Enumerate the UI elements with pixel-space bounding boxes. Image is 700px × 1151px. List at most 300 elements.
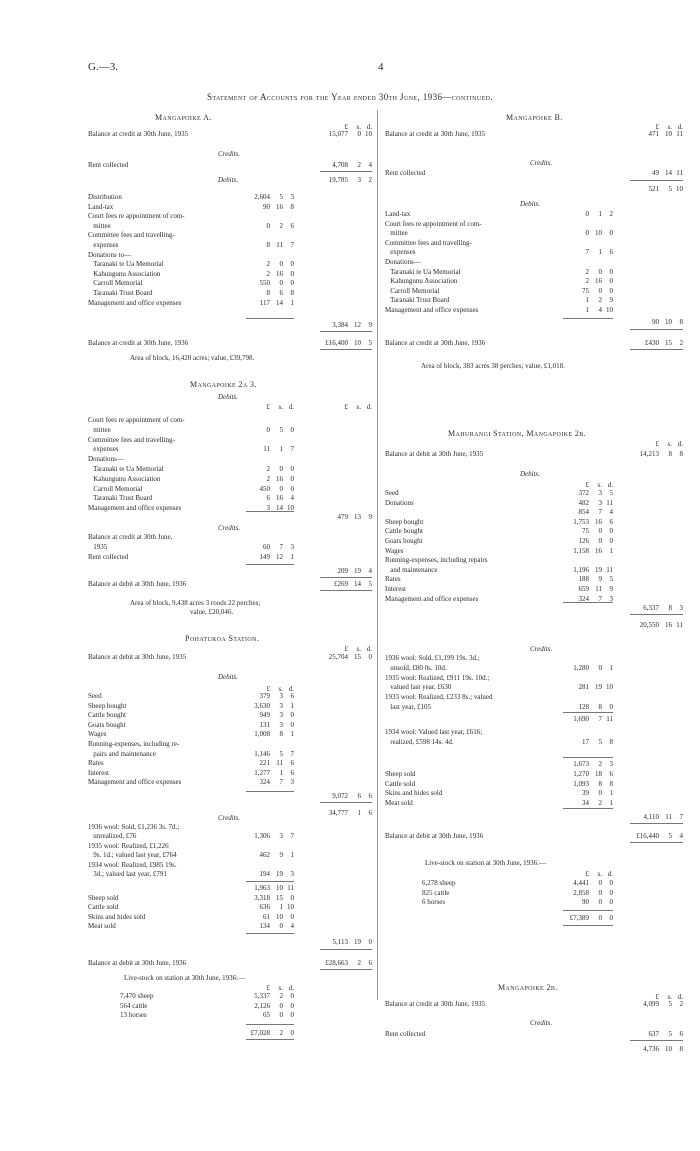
m_b-items-pounds: 2 — [585, 267, 589, 276]
pohatu-items-pounds: 1,008 — [254, 730, 270, 739]
pohatu-citems-pounds: 462 — [259, 851, 270, 860]
m_a-items-label: Carroll Memorial — [88, 279, 143, 288]
mah-livestock-total-pounds: £7,389 — [569, 914, 589, 922]
mah-balance-shillings: 8 — [668, 450, 672, 458]
m2a3-total-shillings: 13 — [354, 513, 361, 521]
mahu-items-pence: 6 — [609, 517, 613, 526]
m_a-items-shillings: 0 — [279, 260, 283, 269]
mahu-litems-shillings: 0 — [598, 879, 602, 887]
mahu-items-shillings: 3 — [598, 498, 602, 507]
m_2a3-items-shillings: 1 — [279, 445, 283, 454]
m_2a3-items-shillings: 16 — [276, 494, 283, 503]
ma-pounds-header: £ — [344, 123, 348, 131]
mahu-citems-shillings: 8 — [598, 703, 602, 711]
m_b-items-label: Taranaki Trust Board — [385, 296, 450, 305]
mah-d-pounds-header: £ — [585, 481, 589, 489]
pohatu-items-pounds: 221 — [259, 759, 270, 768]
mahu-items-pence: 5 — [609, 489, 613, 497]
m2b-balance-shillings: 5 — [668, 1000, 672, 1008]
mahu-litems-shillings: 0 — [598, 898, 602, 907]
m2a3-rule-1 — [246, 511, 294, 512]
m_a-items-label: mittee — [88, 221, 111, 230]
mahu-items-pounds: 1,158 — [573, 546, 589, 555]
mah-balance-label: Balance at debit at 30th June, 1935 — [385, 450, 484, 458]
ma-balance-1936-pence: 5 — [368, 339, 372, 347]
mahu-citems-pence: 10 — [606, 683, 613, 692]
m_a-items-pounds: 2,604 — [254, 193, 270, 201]
pohatu-citems2-shillings: 10 — [276, 912, 283, 921]
mahu-litems-label: 825 cattle — [422, 888, 450, 897]
mah-d-shillings-header: s. — [597, 481, 602, 489]
mahu-citems-pence: 1 — [609, 663, 613, 672]
mahu-citems2-label: Meat sold — [385, 798, 413, 807]
poh-credit-subtotal-shillings: 10 — [276, 884, 283, 892]
m_a-items-pence: 1 — [290, 298, 294, 307]
mahu-citems-shillings: 0 — [598, 663, 602, 672]
mahu-items-pounds: 126 — [578, 537, 589, 545]
mahu-items-pounds: 854 — [578, 508, 589, 517]
poh-balance-1936-shillings: 2 — [357, 959, 361, 967]
mahu-items-pence: 11 — [606, 498, 613, 507]
pohatu-citems2-label: Sheep sold — [88, 894, 119, 902]
pohatu-litems-label: 564 cattle — [120, 1001, 148, 1010]
mah-balance-1936-shillings: 5 — [668, 832, 672, 840]
mahu-citems1b-pounds: 17 — [582, 737, 589, 746]
section-title: Mangapoike A. — [155, 113, 212, 122]
m_b-items-pence: 10 — [606, 306, 613, 314]
mahu-items-shillings: 3 — [598, 489, 602, 497]
mahu-items-pence: 0 — [609, 537, 613, 545]
m_2a3-citems-pence: 3 — [290, 542, 294, 551]
mahu-citems2-shillings: 18 — [595, 770, 602, 778]
m2b-balance-pence: 2 — [679, 1000, 683, 1008]
pohatu-items-pounds: 324 — [259, 778, 270, 787]
column-divider — [377, 110, 378, 1000]
m_a-items-shillings: 6 — [279, 289, 283, 297]
m2a3-shillings-header: s. — [278, 403, 283, 411]
mahu-litems-pounds: 90 — [582, 898, 589, 907]
m_b-items-label: Court fees re appointment of com- — [385, 219, 482, 228]
pohatu-litems-label: 13 horses — [120, 1011, 147, 1020]
poh-rule-2 — [320, 802, 372, 803]
m_a-items-pounds: 2 — [266, 269, 270, 278]
mah-balance-1936-pounds: £16,440 — [636, 832, 659, 840]
ma-rent-pence: 4 — [368, 161, 372, 169]
poh-livestock-heading: Live-stock on station at 30th June, 1936:— — [124, 974, 246, 982]
section-title: Pohaturoa Station. — [185, 634, 260, 643]
m_a-items-label: Court fees re appointment of com- — [88, 212, 185, 221]
mb-debits-heading: Debits. — [520, 200, 541, 208]
pohatu-citems-label: 3d.; valued last year, £791 — [88, 870, 167, 878]
mahu-items-label: Seed — [385, 489, 399, 497]
mahu-items-pence: 9 — [609, 585, 613, 593]
ma-rule-1 — [320, 171, 372, 172]
m_2a3-citems-pence: 1 — [290, 552, 294, 561]
mah-balance-pounds: 14,213 — [639, 450, 659, 458]
m_a-items-pence: 3 — [290, 193, 294, 201]
mb-area: Area of block, 383 acres 38 perches; value, £1,018. — [421, 362, 565, 370]
m_a-items-pence: 7 — [290, 241, 294, 249]
m_2a3-items-pounds: 0 — [266, 425, 270, 434]
m_a-items-label: Taranaki Trust Board — [88, 289, 153, 297]
m_2a3-citems-shillings: 12 — [276, 552, 283, 561]
m_2a3-citems-label: 1935 — [88, 542, 108, 551]
mahu-citems2-shillings: 0 — [598, 789, 602, 798]
mahu-items-pounds: 1,753 — [573, 517, 589, 526]
mahu-litems-pence: 0 — [609, 888, 613, 897]
m2a3-rule-3 — [320, 577, 372, 578]
mah-rule-5 — [563, 808, 613, 809]
m_b-items-pence: 9 — [609, 296, 613, 305]
ma-balance-shillings: 0 — [357, 130, 361, 138]
pohatu-litems-pounds: 65 — [263, 1011, 270, 1020]
mah-credit-subtotal-2-pounds: 1,673 — [573, 760, 589, 768]
mahu-litems-pence: 0 — [609, 879, 613, 887]
mahu-items-shillings: 11 — [595, 585, 602, 593]
pohatu-citems2-pounds: 636 — [259, 903, 270, 912]
m2b-credits-heading: Credits. — [530, 1019, 553, 1027]
m_b-items-label: expenses — [385, 248, 416, 257]
m_a-items-pence: 8 — [290, 202, 294, 211]
m_2a3-citems-label: Rent collected — [88, 552, 129, 561]
pohatu-litems-pounds: 5,337 — [254, 992, 270, 1000]
pohatu-citems-pence: 1 — [290, 851, 294, 860]
ma-balance-label: Balance at credit at 30th June, 1935 — [88, 130, 189, 138]
mahu-citems2-pounds: 1,270 — [573, 770, 589, 778]
mahu-citems2-pounds: 39 — [582, 789, 589, 798]
mahu-items-shillings: 0 — [598, 537, 602, 545]
m2b-total-pence: 8 — [679, 1045, 683, 1053]
m_b-items-pence: 0 — [609, 286, 613, 295]
m_b-items-shillings: 10 — [595, 229, 602, 238]
mb-balance-pounds: 471 — [648, 130, 659, 138]
poh-l-shillings-header: s. — [278, 984, 283, 992]
poh-credit-total-shillings: 19 — [354, 938, 361, 946]
m_2a3-items-pence: 7 — [290, 445, 294, 454]
mah-rule-3 — [563, 712, 613, 713]
m_a-items-label: Distribution — [88, 193, 122, 201]
m_2a3-items-label: Taranaki Trust Board — [88, 494, 153, 503]
m2b-rent-pounds: 637 — [648, 1030, 659, 1038]
pohatu-items-pounds: 1,277 — [254, 768, 270, 777]
poh-livestock-total-shillings: 2 — [279, 1029, 283, 1037]
mb-total-pounds: 90 — [652, 318, 659, 326]
mahu-citems-label: last year, £105 — [385, 703, 431, 711]
m_2a3-items-pounds: 2 — [266, 465, 270, 473]
m_b-items-label: Kahungunu Association — [385, 277, 458, 286]
m_b-items-shillings: 0 — [598, 286, 602, 295]
mah-rule-6 — [630, 823, 683, 824]
poh-balance-shillings: 15 — [354, 653, 361, 661]
m_a-items-pence: 0 — [290, 279, 294, 288]
poh-rule-4 — [246, 933, 294, 934]
pohatu-litems-shillings: 0 — [279, 1001, 283, 1010]
poh-balance-1936-label: Balance at debit at 30th June, 1936 — [88, 959, 187, 967]
mah-debit-total-shillings: 8 — [668, 604, 672, 612]
mb-pounds-header: £ — [655, 123, 659, 131]
poh-debit-total-shillings: 6 — [357, 792, 361, 800]
m2b-pounds-header: £ — [655, 993, 659, 1001]
m_a-items-shillings: 14 — [276, 298, 283, 307]
mahu-items-pence: 5 — [609, 575, 613, 584]
mahu-citems-pence: 0 — [609, 703, 613, 711]
pohatu-citems2-pounds: 61 — [263, 912, 270, 921]
page-number: 4 — [378, 61, 384, 73]
m2b-rent-shillings: 5 — [668, 1030, 672, 1038]
mah-rule-8 — [563, 910, 613, 911]
section-title: Mangapoike 2a 3. — [190, 380, 257, 389]
mah-l-pence-header: d. — [607, 870, 613, 878]
mb-rent-pounds: 49 — [652, 169, 659, 177]
m_2a3-items-pence: 0 — [290, 465, 294, 473]
m_b-items-pounds: 7 — [585, 248, 589, 257]
m_a-items-pence: 6 — [290, 221, 294, 230]
pohatu-citems-label: unrealized, £76 — [88, 832, 137, 841]
m2a3-credit-total-pence: 4 — [368, 567, 372, 575]
ma-subtotal-shillings: 3 — [357, 176, 361, 184]
pohatu-items-shillings: 3 — [279, 692, 283, 700]
mah-d-pence-header: d. — [607, 481, 613, 489]
poh-credit-total-pence: 0 — [368, 938, 372, 946]
m2b-pence-header: d. — [677, 993, 683, 1001]
m_a-items-pounds: 8 — [266, 289, 270, 297]
m_a-items-label: Management and office expenses — [88, 298, 182, 307]
mahu-items-label: Wages — [385, 546, 404, 555]
m2a3-pence-header: d. — [288, 403, 294, 411]
mahu-items-pounds: 188 — [578, 575, 589, 584]
m_b-items-pounds: 1 — [585, 296, 589, 305]
pohatu-citems2-pence: 10 — [287, 903, 294, 912]
mb-rent-pence: 11 — [676, 169, 683, 177]
mah-balance-1936-pence: 4 — [679, 832, 683, 840]
m_b-items-label: Donations— — [385, 258, 421, 266]
pohatu-citems2-pounds: 134 — [259, 922, 270, 931]
mb-credits-heading: Credits. — [530, 159, 553, 167]
pohatu-items-label: Sheep bought — [88, 701, 127, 710]
m_2a3-items-pence: 4 — [290, 494, 294, 503]
m_2a3-items-label: Court fees re appointment of com- — [88, 416, 185, 424]
pohatu-items-pence: 6 — [290, 768, 294, 777]
m2a3-balance-1936-label: Balance at debit at 30th June, 1936 — [88, 580, 187, 588]
pohatu-litems-label: 7,470 sheep — [120, 992, 154, 1000]
ma-total-pence: 9 — [368, 321, 372, 329]
poh-balance-1936-pounds: £28,663 — [325, 959, 348, 967]
pohatu-items-pence: 0 — [290, 711, 294, 720]
poh-balance-1936-pence: 6 — [368, 959, 372, 967]
pohatu-citems2-label: Cattle sold — [88, 903, 119, 912]
ma-balance-pence: 10 — [365, 130, 372, 138]
m_a-items-pounds: 0 — [266, 221, 270, 230]
mahu-items-pounds: 1,196 — [573, 565, 589, 574]
mah-credit-total-shillings: 11 — [665, 813, 672, 821]
pohatu-citems2-pence: 0 — [290, 894, 294, 902]
mahu-citems-label: 1935 wool: Realized, £911 19s. 10d.; — [385, 673, 490, 682]
mb-rule-1 — [630, 180, 683, 181]
m2a3-debits-heading: Debits. — [218, 393, 239, 401]
m_a-items-pounds: 117 — [259, 298, 270, 307]
m_2a3-items-label: Committee fees and travelling- — [88, 435, 175, 444]
ma-rule-2 — [246, 318, 294, 319]
m_2a3-items-label: Management and office expenses — [88, 504, 182, 513]
m2a3-credits-heading: Credits. — [218, 524, 241, 532]
mahu-litems-label: 6 horses — [422, 898, 446, 907]
mb-shillings-header: s. — [667, 123, 672, 131]
mahu-litems-pence: 0 — [609, 898, 613, 907]
m_2a3-citems-label: Balance at credit at 30th June, — [88, 533, 173, 541]
m_a-items-shillings: 16 — [276, 269, 283, 278]
mahu-litems-shillings: 0 — [598, 888, 602, 897]
m_a-items-shillings: 0 — [279, 279, 283, 288]
pohatu-items-pounds: 131 — [259, 720, 270, 729]
mahu-citems1b-label: 1934 wool: Valued last year, £616; — [385, 728, 483, 736]
m_b-items-pence: 0 — [609, 277, 613, 286]
mahu-citems-shillings: 19 — [595, 683, 602, 692]
poh-pounds-header: £ — [344, 645, 348, 653]
mah-rule-9 — [563, 925, 613, 926]
pohatu-citems-label: 1936 wool: Sold, £1,236 3s. 7d.; — [88, 823, 180, 831]
mb-subtotal-pence: 10 — [676, 185, 683, 193]
ma-rent-label: Rent collected — [88, 161, 129, 169]
pohatu-items-shillings: 7 — [279, 778, 283, 787]
pohatu-citems2-pence: 4 — [290, 922, 294, 931]
mahu-items-pence: 4 — [609, 508, 613, 517]
ma-balance-1936-pounds: £16,400 — [325, 339, 348, 347]
mah-subtotal-pence: 11 — [676, 621, 683, 629]
m_2a3-items-pounds: 3 — [266, 504, 270, 513]
m2b-balance-label: Balance at credit at 30th June, 1935 — [385, 1000, 486, 1008]
pohatu-citems-pence: 3 — [290, 870, 294, 878]
pohatu-items-label: Wages — [88, 730, 107, 739]
mah-balance-1936-label: Balance at debit at 30th June, 1936 — [385, 832, 484, 840]
m_a-items-pounds: 550 — [259, 279, 270, 288]
mahu-items-shillings: 0 — [598, 527, 602, 536]
poh-balance-label: Balance at debit at 30th June, 1935 — [88, 653, 187, 661]
ma-shillings-header: s. — [356, 123, 361, 131]
pohatu-citems2-shillings: 1 — [279, 903, 283, 912]
mahu-citems2-shillings: 8 — [598, 779, 602, 788]
pohatu-citems-label: 9s. 1d.; valued last year, £764 — [88, 851, 177, 860]
pohatu-litems-shillings: 2 — [279, 992, 283, 1000]
pohatu-items-pence: 6 — [290, 692, 294, 700]
m_b-items-shillings: 16 — [595, 277, 602, 286]
mb-rule-2 — [563, 318, 613, 319]
m_b-items-pence: 0 — [609, 267, 613, 276]
m2b-rule-1 — [630, 1040, 683, 1041]
ma-balance-1936-label: Balance at credit at 30th June, 1936 — [88, 339, 189, 347]
section-title: Mangapoike 2b. — [498, 983, 558, 992]
m2b-rent-label: Rent collected — [385, 1030, 426, 1038]
ma-total-shillings: 12 — [354, 321, 361, 329]
pohatu-citems2-label: Skins and hides sold — [88, 912, 146, 921]
page-title: Statement of Accounts for the Year ended 30th June, 1936—continued. — [206, 92, 494, 102]
pohatu-litems-pounds: 2,126 — [254, 1001, 270, 1010]
ma-rent-pounds: 4,708 — [332, 161, 348, 169]
pohatu-citems-shillings: 9 — [279, 851, 283, 860]
m_a-items-pounds: 90 — [263, 202, 270, 211]
mahu-citems-pounds: 281 — [578, 683, 589, 692]
mahu-citems-label: unsold, £80 0s. 10d. — [385, 663, 447, 672]
m_b-items-shillings: 0 — [598, 267, 602, 276]
ma-rule-3 — [320, 331, 372, 332]
m2a3-balance-1936-pence: 5 — [368, 580, 372, 588]
mahu-citems1b-label: realized, £598 14s. 4d. — [385, 737, 454, 746]
mah-credit-subtotal-2-shillings: 2 — [598, 760, 602, 768]
mahu-items-label: Goats bought — [385, 537, 423, 545]
mahu-items-shillings: 16 — [595, 546, 602, 555]
mahu-citems2-label: Cattle sold — [385, 779, 416, 788]
mb-subtotal-pounds: 521 — [648, 185, 659, 193]
mb-total-shillings: 10 — [665, 318, 672, 326]
poh-subtotal-pounds: 34,777 — [328, 809, 348, 817]
m_a-items-label: Kahungunu Association — [88, 269, 161, 278]
mah-shillings-header: s. — [667, 440, 672, 448]
m_b-items-pence: 0 — [609, 229, 613, 238]
pohatu-items-pence: 6 — [290, 759, 294, 768]
mah-subtotal-shillings: 16 — [665, 621, 672, 629]
pohatu-items-shillings: 8 — [279, 730, 283, 739]
ma-subtotal-pounds: 19,785 — [328, 176, 348, 184]
m_a-items-shillings: 5 — [279, 193, 283, 201]
pohatu-citems2-pounds: 3,318 — [254, 894, 270, 902]
m2a3-pounds-header: £ — [266, 403, 270, 411]
poh-debits-heading: Debits. — [218, 673, 239, 681]
mahu-citems2-pounds: 1,093 — [573, 779, 589, 788]
pohatu-items-label: Goats bought — [88, 720, 126, 729]
m_2a3-items-pence: 0 — [290, 474, 294, 483]
m2a3-credit-total-pounds: 209 — [337, 567, 348, 575]
m2a3-area-1: Area of block, 9,438 acres 3 roods 22 perches; — [130, 599, 261, 607]
m2a3-balance-1936-shillings: 14 — [354, 580, 361, 588]
pohatu-items-pounds: 379 — [259, 692, 270, 700]
poh-rule-3 — [246, 881, 294, 882]
poh-l-pounds-header: £ — [266, 984, 270, 992]
m_2a3-items-pounds: 11 — [263, 445, 270, 454]
mah-credit-total-pence: 7 — [679, 813, 683, 821]
pohatu-items-shillings: 3 — [279, 701, 283, 710]
poh-subtotal-shillings: 1 — [357, 809, 361, 817]
m_2a3-items-pounds: 2 — [266, 474, 270, 483]
poh-rule-7 — [246, 1024, 294, 1025]
pohatu-litems-pence: 0 — [290, 1001, 294, 1010]
m_b-items-label: Taranaki te Ua Memorial — [385, 267, 461, 276]
poh-credit-subtotal-pence: 11 — [287, 884, 294, 892]
section-title: Mangapoike B. — [506, 113, 563, 122]
pohatu-litems-pence: 0 — [290, 1011, 294, 1020]
mb-rule-3 — [630, 329, 683, 330]
m_2a3-items-label: Kahungunu Association — [88, 474, 161, 483]
mahu-items-pounds: 75 — [582, 527, 589, 536]
mahu-citems2-pence: 6 — [609, 770, 613, 778]
m_b-items-label: Land-tax — [385, 210, 411, 218]
mb-subtotal-shillings: 5 — [668, 185, 672, 193]
m_b-items-pence: 2 — [609, 210, 613, 218]
pohatu-citems2-shillings: 15 — [276, 894, 283, 902]
m_b-items-pounds: 0 — [585, 210, 589, 218]
ma-credits-heading: Credits. — [218, 150, 241, 158]
m_b-items-shillings: 2 — [598, 296, 602, 305]
mahu-items-shillings: 7 — [598, 508, 602, 517]
mahu-citems-label: 1933 wool: Realized, £233 8s.; valued — [385, 693, 493, 702]
m2a3-total-pence: 9 — [368, 513, 372, 521]
mah-pence-header: d. — [677, 440, 683, 448]
mb-balance-shillings: 10 — [665, 130, 672, 138]
m_a-items-pence: 0 — [290, 260, 294, 269]
mahu-items-pence: 1 — [609, 546, 613, 555]
m2a3-pence-header-2: d. — [366, 403, 372, 411]
pohatu-items-label: Management and office expenses — [88, 778, 182, 787]
poh-pence-header: d. — [366, 645, 372, 653]
mahu-items-label: Rates — [385, 575, 401, 584]
